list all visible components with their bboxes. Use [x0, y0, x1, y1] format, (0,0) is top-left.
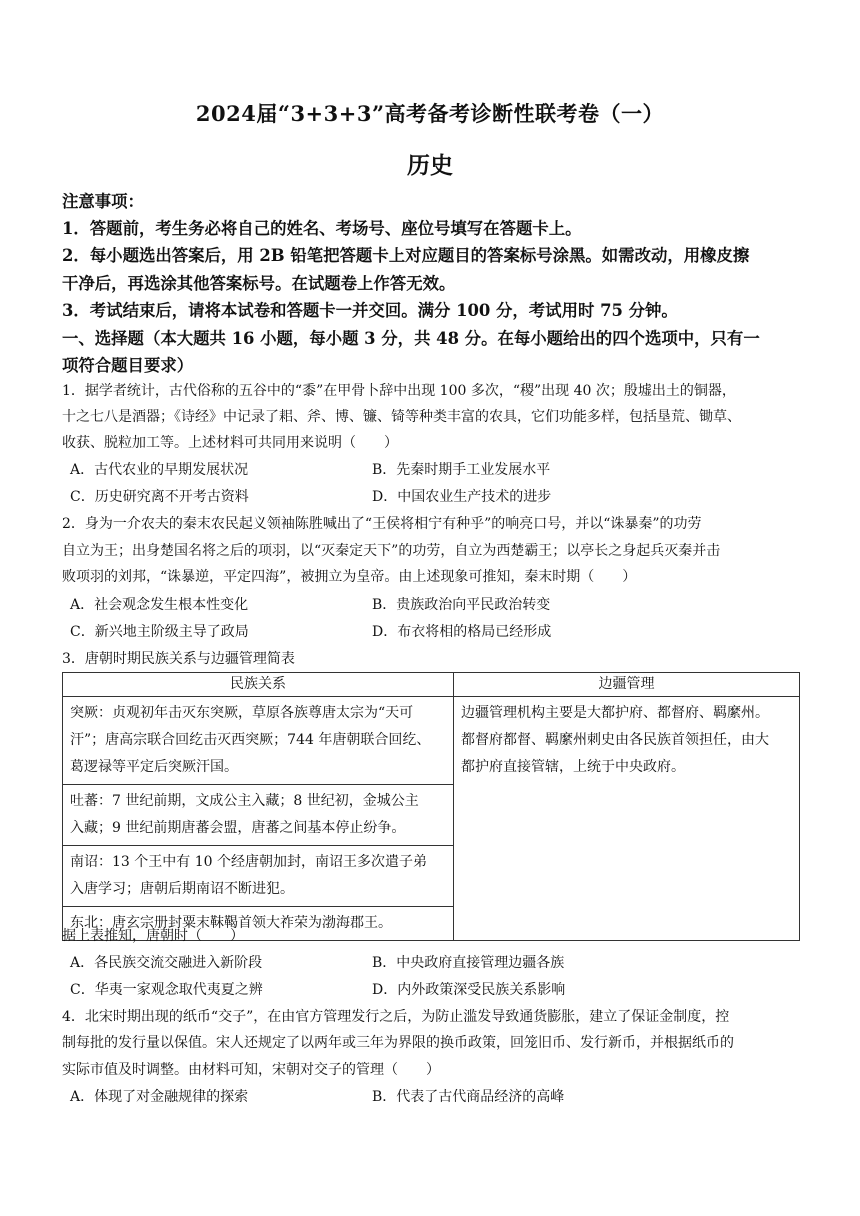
q1-stem-line-2: 十之七八是酒器；《诗经》中记录了耜、斧、博、镰、锜等种类丰富的农具，它们功能多样，包括垦荒、锄草、	[62, 409, 741, 425]
q2-option-d: D．布衣将相的格局已经形成	[372, 624, 552, 640]
notice-item-1: 1．答题前，考生务必将自己的姓名、考场号、座位号填写在答题卡上。	[62, 219, 582, 238]
section-heading-line-2: 项符合题目要求）	[62, 356, 194, 375]
notice-heading: 注意事项：	[62, 192, 144, 211]
ethnic-frontier-table	[62, 672, 800, 941]
q2-option-a: A．社会观念发生根本性变化	[70, 597, 249, 613]
q1-option-d: D．中国农业生产技术的进步	[372, 489, 552, 505]
q4-stem-line-1: 4．北宋时期出现的纸币“交子”，在由官方管理发行之后，为防止滥发导致通货膨胀，建立了保证金制度，控	[62, 1009, 730, 1025]
table-cell-nanzhao: 南诏：13 个王中有 10 个经唐朝加封，南诏王多次遣子弟 入唐学习；唐朝后期南诏不断进犯。	[63, 846, 454, 907]
table-cell-frontier-management: 边疆管理机构主要是大都护府、都督府、羁縻州。 都督府都督、羁縻州刺史由各民族首领担任，由大 都护府直接管辖，上统于中央政府。	[454, 697, 800, 941]
notice-item-2-line-2: 干净后，再选涂其他答案标号。在试题卷上作答无效。	[62, 274, 456, 293]
q2-option-c: C．新兴地主阶级主导了政局	[70, 624, 249, 640]
notice-item-3: 3．考试结束后，请将本试卷和答题卡一并交回。满分 100 分，考试用时 75 分钟。	[62, 301, 678, 320]
exam-title: 2024届“3+3+3”高考备考诊断性联考卷（一）	[195, 101, 665, 126]
q2-stem-line-3: 败项羽的刘邦，“诛暴逆，平定四海”，被拥立为皇帝。由上述现象可推知，秦末时期（ ）	[62, 569, 637, 585]
q1-option-c: C．历史研究离不开考古资料	[70, 489, 249, 505]
table-cell-tubo: 吐蕃：7 世纪前期，文成公主入藏；8 世纪初，金城公主 入藏；9 世纪前期唐蕃会盟，唐蕃之间基本停止纷争。	[63, 785, 454, 846]
q3-option-b: B．中央政府直接管理边疆各族	[372, 955, 565, 971]
section-heading-line-1: 一、选择题（本大题共 16 小题，每小题 3 分，共 48 分。在每小题给出的四个选项中，只有一	[62, 329, 760, 348]
q2-stem-line-2: 自立为王；出身楚国名将之后的项羽，以“灭秦定天下”的功劳，自立为西楚霸王；以亭长之身起兵灭秦并击	[62, 543, 721, 559]
notice-item-2-line-1: 2．每小题选出答案后，用 2B 铅笔把答题卡上对应题目的答案标号涂黑。如需改动，用橡皮擦	[62, 246, 750, 265]
q3-after-table: 据上表推知，唐朝时（ ）	[62, 928, 244, 944]
subject-title: 历史	[407, 152, 453, 179]
q2-stem-line-1: 2．身为一介农夫的秦末农民起义领袖陈胜喊出了“王侯将相宁有种乎”的响亮口号，并以“诛暴秦”的功劳	[62, 516, 702, 532]
q3-option-a: A．各民族交流交融进入新阶段	[70, 955, 263, 971]
table-cell-northeast: 东北：唐玄宗册封粟末靺鞨首领大祚荣为渤海郡王。	[63, 907, 454, 941]
table-header-frontier-management: 边疆管理	[454, 673, 800, 697]
q2-option-b: B．贵族政治向平民政治转变	[372, 597, 551, 613]
q3-stem: 3．唐朝时期民族关系与边疆管理简表	[62, 651, 295, 667]
q1-option-b: B．先秦时期手工业发展水平	[372, 462, 551, 478]
q4-option-b: B．代表了古代商品经济的高峰	[372, 1089, 565, 1105]
q4-stem-line-2: 制每批的发行量以保值。宋人还规定了以两年或三年为界限的换币政策，回笼旧币、发行新币，并根据纸币的	[62, 1035, 734, 1051]
q1-option-a: A．古代农业的早期发展状况	[70, 462, 249, 478]
table-cell-turks: 突厥：贞观初年击灭东突厥，草原各族尊唐太宗为“天可 汗”；唐高宗联合回纥击灭西突厥；744 年唐朝联合回纥、 葛逻禄等平定后突厥汗国。	[63, 697, 454, 785]
q3-option-d: D．内外政策深受民族关系影响	[372, 982, 566, 998]
q3-option-c: C．华夷一家观念取代夷夏之辨	[70, 982, 263, 998]
q4-stem-line-3: 实际市值及时调整。由材料可知，宋朝对交子的管理（ ）	[62, 1062, 440, 1078]
q1-stem-line-3: 收获、脱粒加工等。上述材料可共同用来说明（ ）	[62, 435, 398, 451]
q4-option-a: A．体现了对金融规律的探索	[70, 1089, 249, 1105]
q1-stem-line-1: 1．据学者统计，古代俗称的五谷中的“黍”在甲骨卜辞中出现 100 多次，“稷”出现 40 次；殷墟出土的铜器，	[62, 383, 736, 399]
table-header-ethnic-relations: 民族关系	[63, 673, 454, 697]
